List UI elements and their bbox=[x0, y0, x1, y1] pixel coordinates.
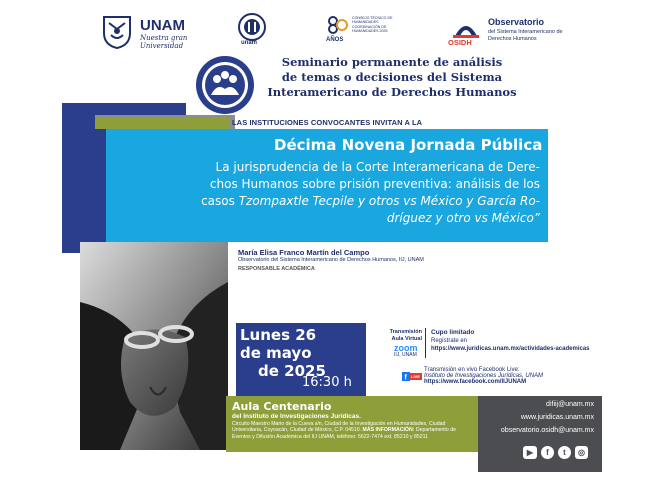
cupo-limitado: Cupo limitado bbox=[431, 329, 475, 336]
date-month: de mayo bbox=[240, 344, 312, 362]
date-year: de 2025 bbox=[258, 362, 326, 380]
info-label: MÁS INFORMACIÓN: bbox=[362, 427, 415, 434]
event-date bbox=[240, 326, 364, 380]
svg-text:f: f bbox=[404, 374, 407, 381]
seminar-title bbox=[262, 55, 522, 100]
seminar-logo bbox=[195, 55, 255, 115]
handcuffs-photo bbox=[80, 242, 228, 450]
venue-subtitle: del Instituto de Investigaciones Jurídicas. bbox=[232, 413, 361, 420]
venue-title: Aula Centenario bbox=[232, 400, 332, 413]
instagram-icon[interactable]: ◎ bbox=[575, 446, 588, 459]
osidh-logo bbox=[453, 16, 479, 38]
contact-email[interactable]: difiij@unam.mx bbox=[546, 401, 594, 408]
topic-line-3-plain: casos bbox=[201, 194, 239, 208]
contact-email-2[interactable]: observatorio.osidh@unam.mx bbox=[500, 427, 594, 434]
contact-website[interactable]: www.juridicas.unam.mx bbox=[520, 414, 594, 421]
topic-line-3-italic: Tzompaxtle Tecpile y otros vs México y García Ro- bbox=[238, 194, 540, 208]
seminar-line-2: de temas o decisiones del Sistema bbox=[281, 70, 503, 84]
unam-motto: Nuestra gran Universidad bbox=[140, 34, 188, 50]
zoom-sub: IIJ, UNAM bbox=[394, 352, 417, 358]
facebook-link[interactable]: https://www.facebook.com/IIJUNAM bbox=[424, 379, 527, 385]
transmission-label-1: Transmisión bbox=[389, 329, 422, 335]
topic-line-4-italic: dríguez y otro vs México” bbox=[386, 211, 540, 225]
register-label: Regístrate en bbox=[431, 338, 468, 344]
seminar-line-1: Seminario permanente de análisis bbox=[281, 55, 503, 69]
event-title: Décima Novena Jornada Pública bbox=[274, 136, 543, 154]
topic-line-1: La jurisprudencia de la Corte Interamericana de Dere- bbox=[215, 160, 540, 174]
info-text: Departamento de Eventos y Difusión Académica del IIJ UNAM, teléfono: 5622-7474 ext. 85210 y 85211 bbox=[232, 427, 456, 440]
topic-line-2: chos Humanos sobre prisión preventiva: análisis de los bbox=[209, 177, 540, 191]
unam-shield-logo bbox=[101, 15, 133, 49]
iij-label: unam bbox=[241, 40, 258, 46]
topic-line-4 bbox=[150, 210, 540, 227]
event-topic bbox=[150, 159, 540, 227]
seminar-line-3: Interamericano de Derechos Humanos bbox=[267, 85, 517, 99]
consejo-text: CONSEJO TÉCNICO DE HUMANIDADES COORDINACIÓN DE HUMANIDADES 2025 bbox=[352, 16, 393, 34]
topic-line-3 bbox=[150, 193, 540, 210]
twitter-icon[interactable]: t bbox=[558, 446, 571, 459]
speaker-name: María Elisa Franco Martín del Campo bbox=[238, 248, 370, 257]
transmission-label bbox=[372, 329, 422, 342]
date-day: Lunes 26 bbox=[240, 326, 317, 344]
event-time: 16:30 h bbox=[302, 375, 352, 390]
osidh-label: OSIDH bbox=[448, 38, 472, 47]
anos-label: AÑOS bbox=[326, 37, 344, 43]
social-icons bbox=[523, 446, 588, 459]
observatorio-title: Observatorio bbox=[488, 17, 545, 27]
80-anos-logo bbox=[326, 14, 348, 36]
observatorio-subtitle: del Sistema Interamericano de Derechos Humanos bbox=[488, 29, 563, 42]
transmission-label-2: Aula Virtual bbox=[391, 335, 422, 342]
invitation-text: LAS INSTITUCIONES CONVOCANTES INVITAN A LA bbox=[232, 118, 423, 127]
facebook-icon[interactable]: f bbox=[541, 446, 554, 459]
divider bbox=[425, 328, 426, 358]
olive-strip-top bbox=[95, 118, 230, 129]
youtube-icon[interactable]: ▶ bbox=[523, 446, 537, 459]
zoom-logo: zoom bbox=[394, 343, 418, 353]
facebook-live-text-1: Transmisión en vivo Facebook Live: bbox=[424, 367, 520, 373]
address-text: Circuito Maestro Mario de la Cueva s/n, Ciudad de la Investigación en Humanidades, Ciudad Universitaria, Coyoacán, Ciudad de México, C.P. 04510. bbox=[232, 421, 446, 434]
venue-address bbox=[232, 421, 476, 440]
unam-wordmark: UNAM bbox=[140, 17, 185, 34]
speaker-role: RESPONSABLE ACADÉMICA bbox=[238, 266, 315, 272]
register-link[interactable]: https://www.juridicas.unam.mx/actividades-academicas bbox=[431, 346, 590, 352]
speaker-affiliation: Observatorio del Sistema Interamericano de Derechos Humanos, IIJ, UNAM bbox=[238, 257, 424, 263]
facebook-live-label: LIVE bbox=[411, 374, 420, 379]
facebook-live-text-2: Instituto de Investigaciones Jurídicas, UNAM bbox=[424, 373, 544, 379]
